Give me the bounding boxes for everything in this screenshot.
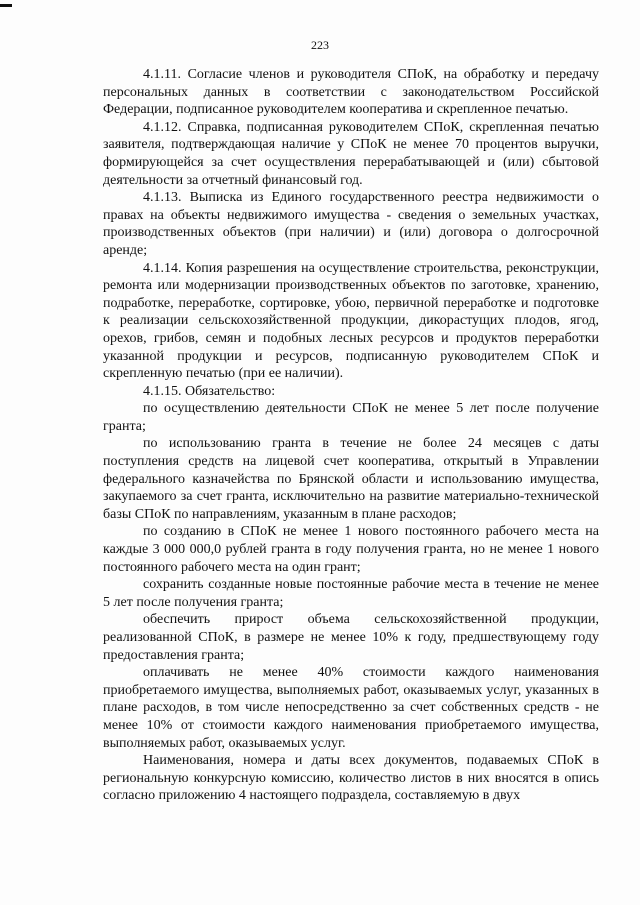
page-number: 223 <box>311 38 329 52</box>
paragraph-document-list: Наименования, номера и даты всех документов, подаваемых СПоК в региональную конкурсную комиссию, количество листов в них вносятся в опись согласно приложению 4 настоящего подраздела, составляемую в двух <box>103 753 599 804</box>
paragraph-4-1-15: 4.1.15. Обязательство: <box>143 383 276 399</box>
paragraph-4-1-12: 4.1.12. Справка, подписанная руководителем СПоК, скрепленная печатью заявителя, подтверждающая наличие у СПоК не менее 70 процентов выручки, формирующейся за счет осуществления перерабатывающей и (или) сбытовой деятельности за отчетный финансовый год. <box>103 119 599 188</box>
obligation-cofinancing: оплачивать не менее 40% стоимости каждого наименования приобретаемого имущества, выполняемых работ, оказываемых услуг, указанных в плане расходов, в том числе непосредственно за счет собственных средств - не менее 10% от стоимости каждого наименования приобретаемого имущества, выполняемых работ, оказываемых услуг. <box>103 665 599 751</box>
paragraph-4-1-14: 4.1.14. Копия разрешения на осуществление строительства, реконструкции, ремонта или модернизации производственных объектов по заготовке, хранению, подработке, переработке, сортировке, убою, первичной переработке и подготовке к реализации сельскохозяйственной продукции, дикорастущих плодов, ягод, орехов, грибов, семян и подобных лесных ресурсов и продуктов переработки указанной продукции и ресурсов, подписанную руководителем СПоК и скрепленную печатью (при ее наличии). <box>103 260 599 382</box>
obligation-production-growth: обеспечить прирост объема сельскохозяйственной продукции, реализованной СПоК, в размере не менее 10% к году, предшествующему году предоставления гранта; <box>103 612 599 663</box>
obligation-new-jobs: по созданию в СПоК не менее 1 нового постоянного рабочего места на каждые 3 000 000,0 рублей гранта в году получения гранта, но не менее 1 нового постоянного рабочего места на один грант; <box>103 524 599 575</box>
obligation-grant-usage: по использованию гранта в течение не более 24 месяцев с даты поступления средств на лицевой счет кооператива, открытый в Управлении федерального казначейства по Брянской области и использованию имущества, закупаемого за счет гранта, исключительно на развитие материально-технической базы СПоК по направлениям, указанным в плане расходов; <box>103 436 599 522</box>
document-body <box>103 66 599 805</box>
scan-edge-mark <box>0 4 12 7</box>
paragraph-4-1-13: 4.1.13. Выписка из Единого государственного реестра недвижимости о правах на объекты недвижимого имущества - сведения о земельных участках, производственных объектов (при наличии) и (или) договора о долгосрочной аренде; <box>103 190 599 258</box>
obligation-activity: по осуществлению деятельности СПоК не менее 5 лет после получение гранта; <box>103 401 599 434</box>
paragraph-4-1-11: 4.1.11. Согласие членов и руководителя СПоК, на обработку и передачу персональных данных в соответствии с законодательством Российской Федерации, подписанное руководителем кооператива и скрепленное печатью. <box>103 67 599 118</box>
obligation-keep-jobs: сохранить созданные новые постоянные рабочие места в течение не менее 5 лет после получения гранта; <box>103 577 599 610</box>
